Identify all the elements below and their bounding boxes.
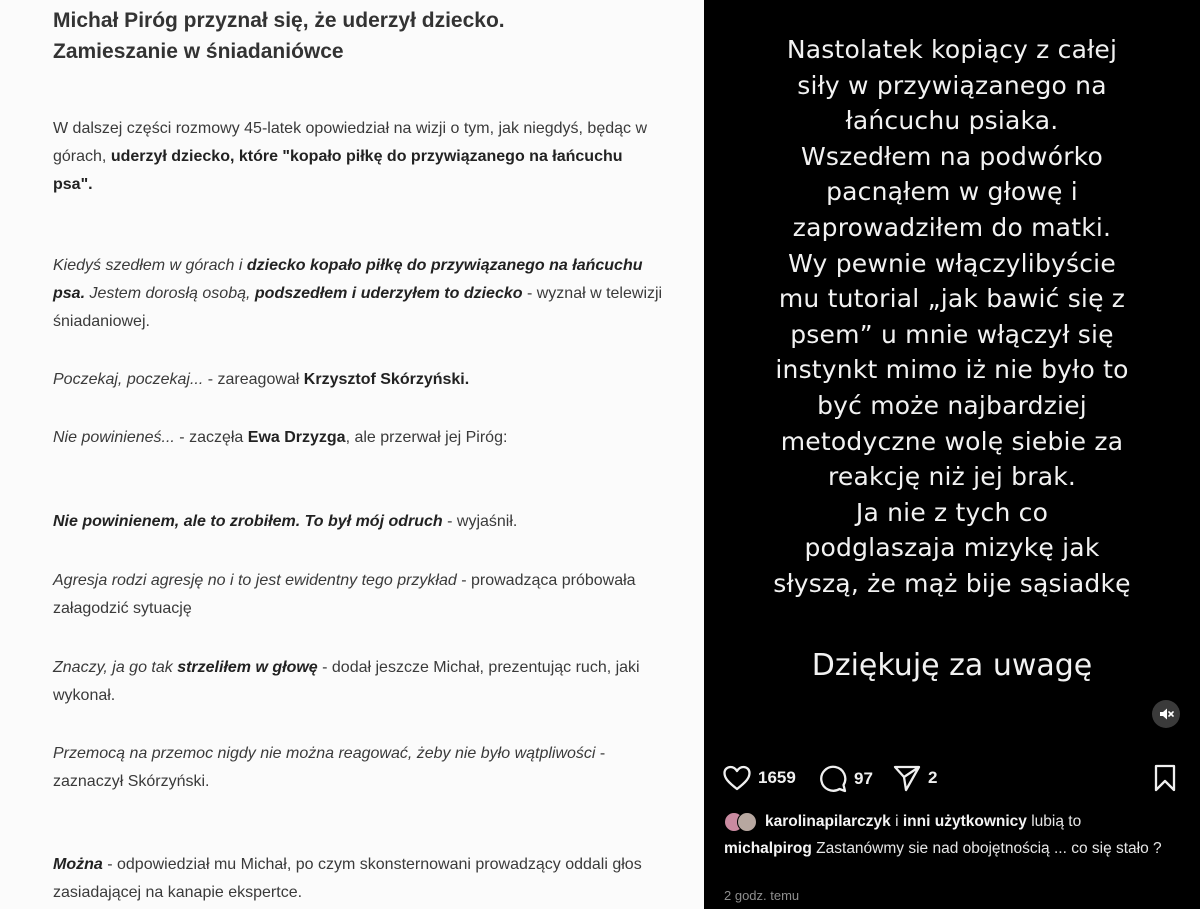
story-line: Ja nie z tych co bbox=[855, 497, 1049, 527]
story-thanks-text: Dziękuję za uwagę bbox=[811, 648, 1093, 683]
p3-italic: Poczekaj, poczekaj... bbox=[53, 371, 204, 388]
liked-by-others-link[interactable]: inni użytkownicy bbox=[902, 813, 1027, 830]
story-line: łańcuchu psiaka. bbox=[845, 106, 1059, 136]
liked-by-username[interactable]: karolinapilarczyk bbox=[765, 813, 891, 830]
article-paragraph-2 bbox=[53, 252, 663, 336]
shares-count: 2 bbox=[928, 768, 938, 787]
p7-text: - dodał jeszcze Michał, prezentując ruch, jaki wykonał. bbox=[53, 659, 640, 704]
liked-by-row bbox=[724, 812, 1081, 832]
article-title-line1: Michał Piróg przyznał się, że uderzył dziecko. bbox=[53, 9, 505, 32]
bookmark-icon[interactable] bbox=[1152, 764, 1178, 792]
p2-text: - wyznał w telewizji śniadaniowej. bbox=[53, 285, 663, 330]
instagram-story[interactable] bbox=[704, 0, 1200, 748]
speaker-muted-icon bbox=[1158, 706, 1174, 722]
story-line: Nastolatek kopiący z całej bbox=[786, 35, 1118, 64]
story-line: być może najbardziej bbox=[817, 390, 1087, 420]
likes-count: 1659 bbox=[758, 768, 796, 787]
story-line: słyszą, że mąż bije sąsiadkę bbox=[773, 568, 1131, 598]
p1-bold: uderzył dziecko, które "kopało piłkę do przywiązanego na łańcuchu psa". bbox=[53, 148, 623, 193]
article-paragraph-9 bbox=[53, 851, 663, 907]
p2-italic-2: Jestem dorosłą osobą, bbox=[85, 285, 255, 302]
p7-bold: strzeliłem w głowę bbox=[177, 659, 318, 676]
comment-action[interactable] bbox=[818, 764, 873, 794]
liked-by-avatars[interactable] bbox=[724, 812, 757, 832]
p4-text-2: , ale przerwał jej Piróg: bbox=[345, 429, 508, 446]
story-line: instynkt mimo iż nie było to bbox=[775, 355, 1129, 385]
story-line: zaprowadziłem do matki. bbox=[792, 212, 1112, 242]
post-caption bbox=[724, 838, 1184, 860]
article-paragraph-6 bbox=[53, 567, 663, 623]
p5-text: - wyjaśnił. bbox=[442, 513, 518, 530]
article-paragraph-8 bbox=[53, 740, 663, 796]
story-line: metodyczne wolę siebie za bbox=[780, 426, 1124, 456]
story-text bbox=[704, 32, 1200, 602]
article-paragraph-4 bbox=[53, 424, 663, 452]
avatar[interactable] bbox=[737, 812, 757, 832]
p8-italic: Przemocą na przemoc nigdy nie można reagować, żeby nie było wątpliwości bbox=[53, 745, 596, 762]
post-timestamp: 2 godz. temu bbox=[724, 888, 800, 903]
article-title bbox=[53, 5, 673, 67]
comments-count: 97 bbox=[854, 769, 873, 788]
p8-text: - zaznaczył Skórzyński. bbox=[53, 745, 606, 790]
story-line: pacnąłem w głowę i bbox=[826, 177, 1078, 207]
caption-text: Zastanówmy sie nad obojętnością ... co się stało ? bbox=[816, 840, 1162, 857]
like-action[interactable] bbox=[722, 764, 796, 792]
p1-text: W dalszej części rozmowy 45-latek opowiedział na wizji o tym, jak niegdyś, będąc w górach, bbox=[53, 120, 648, 165]
story-line: reakcję niż jej brak. bbox=[827, 462, 1077, 492]
story-line: psem” u mnie włączył się bbox=[790, 319, 1114, 349]
p2-bold-1: dziecko kopało piłkę do przywiązanego na łańcuchu psa. bbox=[53, 257, 643, 302]
p4-text-1: - zaczęła bbox=[174, 429, 248, 446]
post-footer bbox=[704, 748, 1200, 909]
p4-bold: Ewa Drzyzga bbox=[247, 429, 346, 446]
article-paragraph-7 bbox=[53, 654, 663, 710]
article-paragraph-1 bbox=[53, 115, 663, 199]
mute-button[interactable] bbox=[1152, 700, 1180, 728]
p7-italic: Znaczy, ja go tak bbox=[53, 659, 178, 676]
heart-icon[interactable] bbox=[722, 764, 752, 792]
liked-by-and: i bbox=[895, 813, 899, 830]
story-line: Wy pewnie włączylibyście bbox=[788, 248, 1116, 278]
bookmark-action[interactable] bbox=[1152, 764, 1178, 792]
liked-by-suffix: lubią to bbox=[1031, 813, 1082, 830]
p6-text: - prowadząca próbowała załagodzić sytuację bbox=[53, 572, 636, 617]
article-paragraph-5 bbox=[53, 508, 663, 536]
story-line: Wszedłem na podwórko bbox=[801, 141, 1103, 171]
story-line: podglaszaja mizykę jak bbox=[804, 533, 1100, 563]
p9-bold-italic: Można bbox=[53, 856, 103, 873]
p2-italic-1: Kiedyś szedłem w górach i bbox=[53, 257, 247, 274]
p6-italic: Agresja rodzi agresję no i to jest ewidentny tego przykład bbox=[53, 572, 457, 589]
post-author[interactable]: michalpirog bbox=[724, 840, 812, 857]
p4-italic: Nie powinieneś... bbox=[53, 429, 175, 446]
p3-bold: Krzysztof Skórzyński. bbox=[303, 371, 470, 388]
p5-bold-italic: Nie powinienem, ale to zrobiłem. To był mój odruch bbox=[53, 513, 443, 530]
article-paragraph-3 bbox=[53, 366, 663, 394]
article-title-line2: Zamieszanie w śniadaniówce bbox=[53, 40, 344, 63]
story-line: siły w przywiązanego na bbox=[797, 70, 1107, 100]
comment-icon[interactable] bbox=[818, 764, 848, 794]
share-action[interactable] bbox=[892, 764, 937, 792]
share-icon[interactable] bbox=[892, 764, 922, 792]
p9-text: - odpowiedział mu Michał, po czym skonsternowani prowadzący oddali głos zasiadającej na kanapie ekspertce. bbox=[53, 856, 642, 901]
story-line: mu tutorial „jak bawić się z bbox=[778, 284, 1126, 314]
p3-text: - zareagował bbox=[203, 371, 304, 388]
p2-bold-2: podszedłem i uderzyłem to dziecko bbox=[254, 285, 523, 302]
